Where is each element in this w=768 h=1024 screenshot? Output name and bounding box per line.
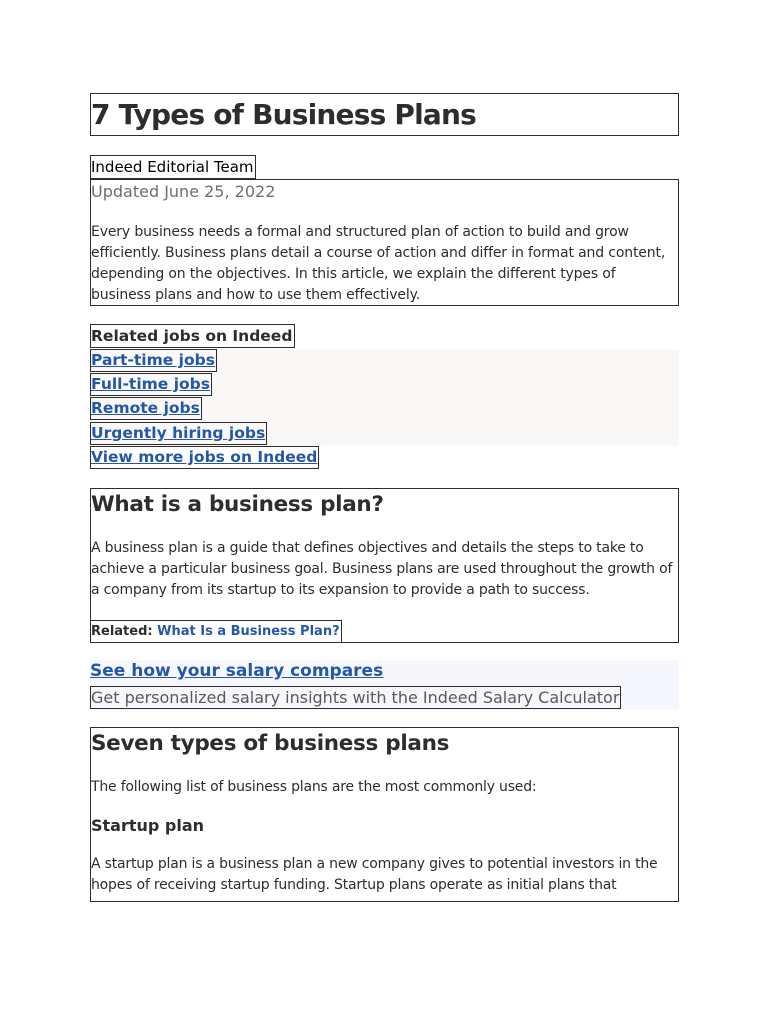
salary-compare-link[interactable]: See how your salary compares [90, 661, 384, 681]
related-article-line [91, 620, 342, 642]
related-article-link[interactable]: What Is a Business Plan? [157, 624, 340, 639]
related-label: Related: [91, 624, 153, 639]
view-more-jobs-link[interactable]: View more jobs on Indeed [90, 446, 319, 469]
urgently-hiring-jobs-link[interactable]: Urgently hiring jobs [90, 422, 267, 445]
intro-section [90, 179, 679, 306]
startup-plan-paragraph: A startup plan is a business plan a new company gives to potential investors in the hopes of receiving startup funding. Startup plans operate as initial plans that [91, 856, 658, 893]
section-heading: What is a business plan? [91, 492, 384, 517]
page-title: 7 Types of Business Plans [91, 98, 477, 131]
section-heading: Seven types of business plans [91, 731, 450, 756]
part-time-jobs-link[interactable]: Part-time jobs [90, 349, 217, 372]
author-byline[interactable]: Indeed Editorial Team [90, 155, 256, 179]
salary-subtitle[interactable]: Get personalized salary insights with the Indeed Salary Calculator [91, 688, 620, 707]
seven-types-section [90, 727, 679, 902]
title-box [90, 93, 679, 136]
what-is-business-plan-section [90, 488, 679, 643]
related-jobs-heading: Related jobs on Indeed [90, 324, 295, 348]
startup-plan-heading: Startup plan [91, 816, 205, 835]
updated-date: Updated June 25, 2022 [91, 182, 276, 201]
intro-paragraph: Every business needs a formal and structured plan of action to build and grow efficiently. Business plans detail a course of action and differ in format and content, depending on the objectives. In this article, we explain the different types of business plans and how to use them effectively. [91, 224, 666, 303]
section-paragraph: A business plan is a guide that defines objectives and details the steps to take to achieve a particular business goal. Business plans are used throughout the growth of a company from its startup to its expansion to provide a path to success. [91, 540, 673, 598]
section-intro: The following list of business plans are the most commonly used: [91, 779, 537, 795]
remote-jobs-link[interactable]: Remote jobs [90, 397, 202, 420]
full-time-jobs-link[interactable]: Full-time jobs [90, 373, 212, 396]
